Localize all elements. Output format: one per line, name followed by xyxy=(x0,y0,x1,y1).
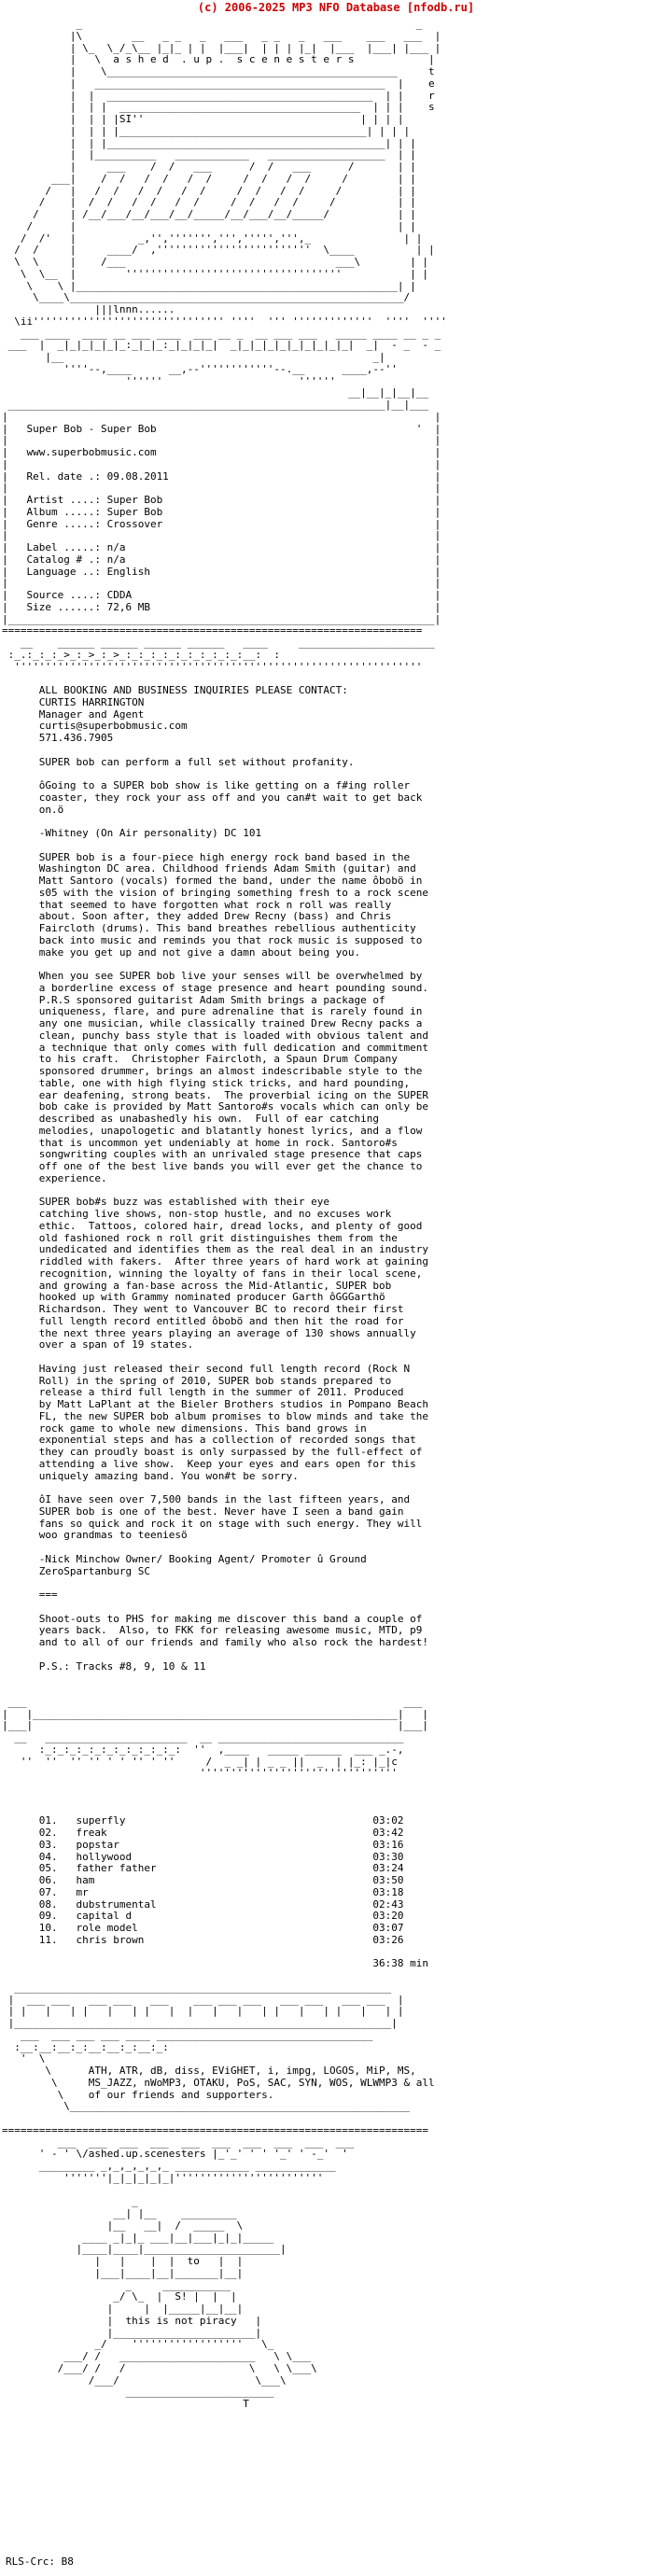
release-crc: RLS-Crc: B8 xyxy=(6,2555,74,2568)
nfo-text: _ _ |\ __ _ _ _ ___ _ _ _ ___ ___ ___ | | \_ \_/_\__ |_|_ | | |___| | | | |_| |___ |___| |___ | | \ a s h e d . u p . s c e n e s t e r s | | \_______________________________________________ t | _______________________________________________ | e | | ___________________________________________ | | r | | | _______________________________________ | | | s | | | |SI'' | | | | | | | |________________________________________| | | | | | |_____________________________________________| | | | |__________ ____________ ___________________ | | | ___ / / ___ / / ___ / | | ___| / / / / / / / / / / / | | / | / / / / / / / / / / / | | / | / / / / / / / / / / / | | / | /__/___/__/___/__/_____/__/___/__/_____/ | | / | | | / /' | _,'',''''''',''',''''',''',_ | | / / | ____/ ,''''''''''''''''''''''''' \____ | | \ \ | /___ ___\ | | \ \__ | ''''''''''''''''''''''''''''''''''' | | \ \ |____________________________________________________| | \____\______________________________________________________/ |||lnnn...... \ii''''''''''''''''''''''''''''''' '''' ''' ''''''''''''' '''' '''' ___ ____ ____ __ ___ ____ ___ __ _ __ ___ ___ _____ ____ __ _ _ ___ | _|_|_|_|_|_:_|_|_:_|_|_|_| _|_|_|_|_|_|_|_|_|_| _| - _ - _ |__ _| ''''--,____ __,--''''''''''''--.__ ____,--'' '''''' '''''' __|__|_|__|__ _____________________________________________________________|__|___ | | | Super Bob - Super Bob ' | | | | www.superbobmusic.com | | | | Rel. date .: 09.08.2011 | | | | Artist ....: Super Bob | | Album .....: Super Bob | | Genre .....: Crossover | | | | Label .....: n/a | | Catalog # .: n/a | | Language ..: English | | | | Source ....: CDDA | | Size ......: 72,6 MB | |_____________________________________________________________________| ==================================================================== __ ______ ______ ______ ______ ____ ______________________ :_.:_:_:_>_:_>_:_>_:_:_:_:_:_:_:_:_:_:__: : '''''''''''''''''''''''''''''''''''''''''''''''''''''''''''''''''' ALL BOOKING AND BUSINESS INQUIRIES PLEASE CONTACT: CURTIS HARRINGTON Manager and Agent curtis@superbobmusic.com 571.436.7905 SUPER bob can perform a full set without profanity. ôGoing to a SUPER bob show is like getting on a f#ing roller coaster, they rock your ass off and you can#t wait to get back on.ö -Whitney (On Air personality) DC 101 SUPER bob is a four-piece high energy rock band based in the Washington DC area. Childhood friends Adam Smith (guitar) and Matt Santoro (vocals) formed the band, under the name ôbobö in s05 with the vision of bringing something fresh to a rock scene that seemed to have forgotten what rock n roll was really about. Soon after, they added Drew Recny (bass) and Chris Faircloth (drums). This band breathes rebellious authenticity back into music and reminds you that rock music is supposed to make you get up and not give a damn about being you. When you see SUPER bob live your senses will be overwhelmed by a borderline excess of stage presence and heart pounding sound. P.R.S sponsored guitarist Adam Smith brings a package of uniqueness, flare, and pure adrenaline that is rarely found in any one musician, while classically trained Drew Recny packs a clean, punchy bass style that is loaded with obvious talent and a technique that only comes with full dedication and commitment to his craft. Christopher Faircloth, a Spaun Drum Company sponsored drummer, brings an almost indescribable style to the table, one with high flying stick tricks, and hard pounding, ear deafening, strong beats. The proverbial icing on the SUPER bob cake is provided by Matt Santoro#s vocals which can only be described as unabashedly his own. Full of ear catching melodies, unapologetic and blatantly honest lyrics, and a flow that is uncommon yet undeniably at home in rock. Santoro#s songwriting couples with an unrivaled stage presence that caps off one of the best live bands you will ever get the chance to experience. SUPER bob#s buzz was established with their eye catching live shows, non-stop hustle, and no excuses work ethic. Tattoos, colored hair, dread locks, and plenty of good old fashioned rock n roll grit distinguishes them from the undedicated and identifies them as the real deal in an industry riddled with fakers. After three years of hard work at gaining recognition, winning the loyalty of fans in their local scene, and growing a fan-base across the Mid-Atlantic, SUPER bob hooked up with Grammy nominated producer Garth ôGGGarthö Richardson. They went to Vancouver BC to record their first full length record entitled ôbobö and then hit the road for the next three years playing an average of 130 shows annually over a span of 19 states. Having just released their second full length record (Rock N Roll) in the spring of 2010, SUPER bob stands prepared to release a third full length in the summer of 2011. Produced by Matt LaPlant at the Bieler Brothers studios in Pompano Beach FL, the new SUPER bob album promises to blow minds and take the rock game to whole new dimensions. This band grows in exponential steps and has a collection of recorded songs that they can proudly boast is only surpassed by the full-effect of attending a live show. Keep your eyes and ears open for this uniquely amazing band. You won#t be sorry. ôI have seen over 7,500 bands in the last fifteen years, and SUPER bob is one of the best. Never have I seen a band gain fans so quick and rock it on stage with such energy. They will woo grandmas to teeniesö -Nick Minchow Owner/ Booking Agent/ Promoter û Ground ZeroSpartanburg SC === Shoot-outs to PHS for making me discover this band a couple of years back. Also, to FKK for releasing awesome music, MTD, p9 and to all of our friends and family who also rock the hardest! P.S.: Tracks #8, 9, 10 & 11 ___ ___ | |___________________________________________________________| | |___| |___| __ _______________________ __ ______________________________ :_:_:_:_:_:_:_:_:_:_:_: '' ,____ _____ ______ ___ _.-, '' '' '' '' ' ' '' ' '' / _ _| | _ _ || _ | |_: |_|c '''''''''''''''''''''''''''''''' 01. superfly 03:02 02. freak 03:42 03. popstar 03:16 04. hollywood 03:30 05. father father 03:24 06. ham 03:50 07. mr 03:18 08. dubstrumental 02:43 09. capital d 03:20 10. role model 03:07 11. chris brown 03:26 36:38 min _____________________________________________________________ | ___ ___ ___ ___ ___ ___ ___ ___ ___ ___ ___ ___ | | | | | | | | | | | | | | | | | | | | | |_____________________________________________________________| ___ ___ ___ ___ ____ ___________________________________ :__:__:__:_:__:__:_:__:_: ' \ \ ATH, ATR, dB, diss, EViGHET, i, impg, LOGOS, MiP, MS, \ MS_JAZZ, nWoMP3, OTAKU, PoS, SAC, SYN, WOS, WLWMP3 & all \ of our friends and supporters. \_______________________________________________________ ===================================================================== ___ ___ ___ ___ ___ ___ ___ ___ ___ ___ ' - ' \/ashed.up.scenesters |_'_' ' ' '_' ' -_' ' _________ _,_,_,_,_,_ ____________ _____________ '''''''|_|_|_|_|_|'''''''''''''''''''''''' _ __| |__ _________ |__ __| / _____ \ ____ _|_|_ ___|__|___|_|_|_____ |____|____|______________________| | | | | to | | |___|____|__|_______|__| _ ___________ _/ \_ | S! | | | | | |_____|__|__| | this is not piracy | |_______________________| _/ '''''''''''''''''' \_ ___/ / ______________________ \ \___ /___/ / / \ \ \___\ /___/ \___\ ________________________ T xyxy=(2,18,447,2410)
copyright-header: (c) 2006-2025 MP3 NFO Database [nfodb.ru] xyxy=(197,1,475,14)
